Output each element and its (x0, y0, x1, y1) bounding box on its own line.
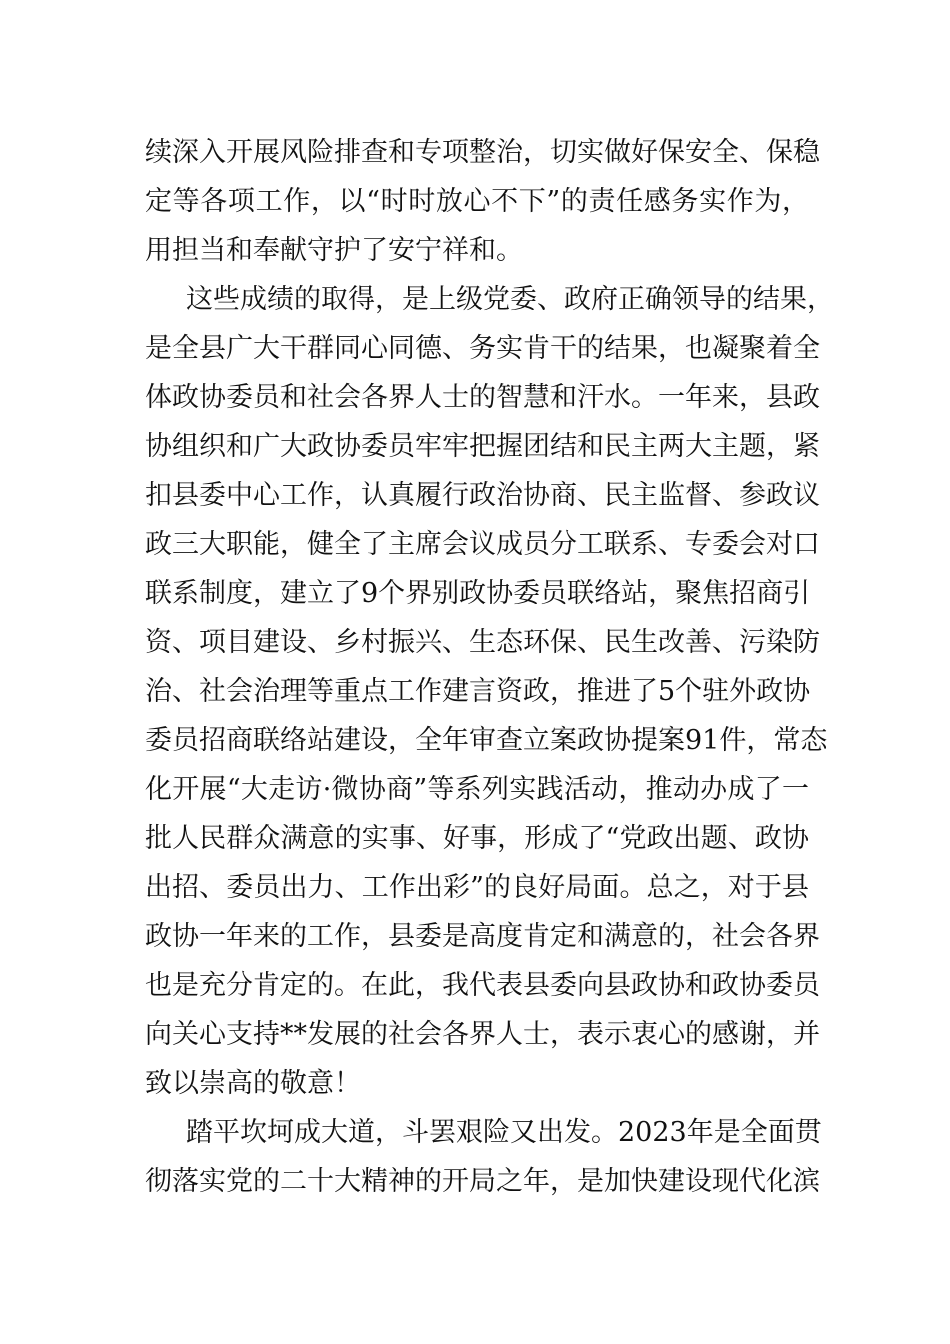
paragraph-line: 政协一年来的工作，县委是高度肯定和满意的，社会各界 (145, 921, 820, 952)
paragraph-line: 是全县广大干群同心同德、务实肯干的结果，也凝聚着全 (145, 333, 820, 364)
paragraph-line: 治、社会治理等重点工作建言资政，推进了5个驻外政协 (145, 676, 811, 707)
paragraph-line: 体政协委员和社会各界人士的智慧和汗水。一年来，县政 (145, 382, 820, 413)
paragraph-line: 扣县委中心工作，认真履行政治协商、民主监督、参政议 (145, 480, 820, 511)
paragraph-line: 政三大职能，健全了主席会议成员分工联系、专委会对口 (145, 529, 820, 560)
paragraph-line: 定等各项工作，以“时时放心不下”的责任感务实作为， (145, 186, 809, 217)
paragraph-line: 彻落实党的二十大精神的开局之年，是加快建设现代化滨 (145, 1166, 820, 1197)
paragraph-line: 化开展“大走访·微协商”等系列实践活动，推动办成了一 (145, 774, 809, 805)
paragraph-line: 这些成绩的取得，是上级党委、政府正确领导的结果， (186, 284, 834, 315)
paragraph-line: 向关心支持**发展的社会各界人士，表示衷心的感谢，并 (145, 1019, 820, 1050)
paragraph-line: 续深入开展风险排查和专项整治，切实做好保安全、保稳 (145, 137, 820, 168)
paragraph-line: 委员招商联络站建设，全年审查立案政协提案91件，常态 (145, 725, 828, 756)
paragraph-1 (145, 128, 820, 275)
paragraph-3 (145, 1108, 822, 1206)
paragraph-line: 资、项目建设、乡村振兴、生态环保、民生改善、污染防 (145, 627, 820, 658)
paragraph-line: 联系制度，建立了9个界别政协委员联络站，聚焦招商引 (145, 578, 811, 609)
paragraph-line: 协组织和广大政协委员牢牢把握团结和民主两大主题，紧 (145, 431, 820, 462)
document-body (145, 128, 834, 1206)
paragraph-2 (145, 275, 834, 1108)
paragraph-line: 踏平坎坷成大道，斗罢艰险又出发。2023年是全面贯 (186, 1117, 822, 1148)
paragraph-line: 致以崇高的敬意！ (145, 1068, 361, 1099)
paragraph-line: 出招、委员出力、工作出彩”的良好局面。总之，对于县 (145, 872, 809, 903)
paragraph-line: 也是充分肯定的。在此，我代表县委向县政协和政协委员 (145, 970, 820, 1001)
paragraph-line: 批人民群众满意的实事、好事，形成了“党政出题、政协 (145, 823, 809, 854)
paragraph-line: 用担当和奉献守护了安宁祥和。 (145, 235, 523, 266)
